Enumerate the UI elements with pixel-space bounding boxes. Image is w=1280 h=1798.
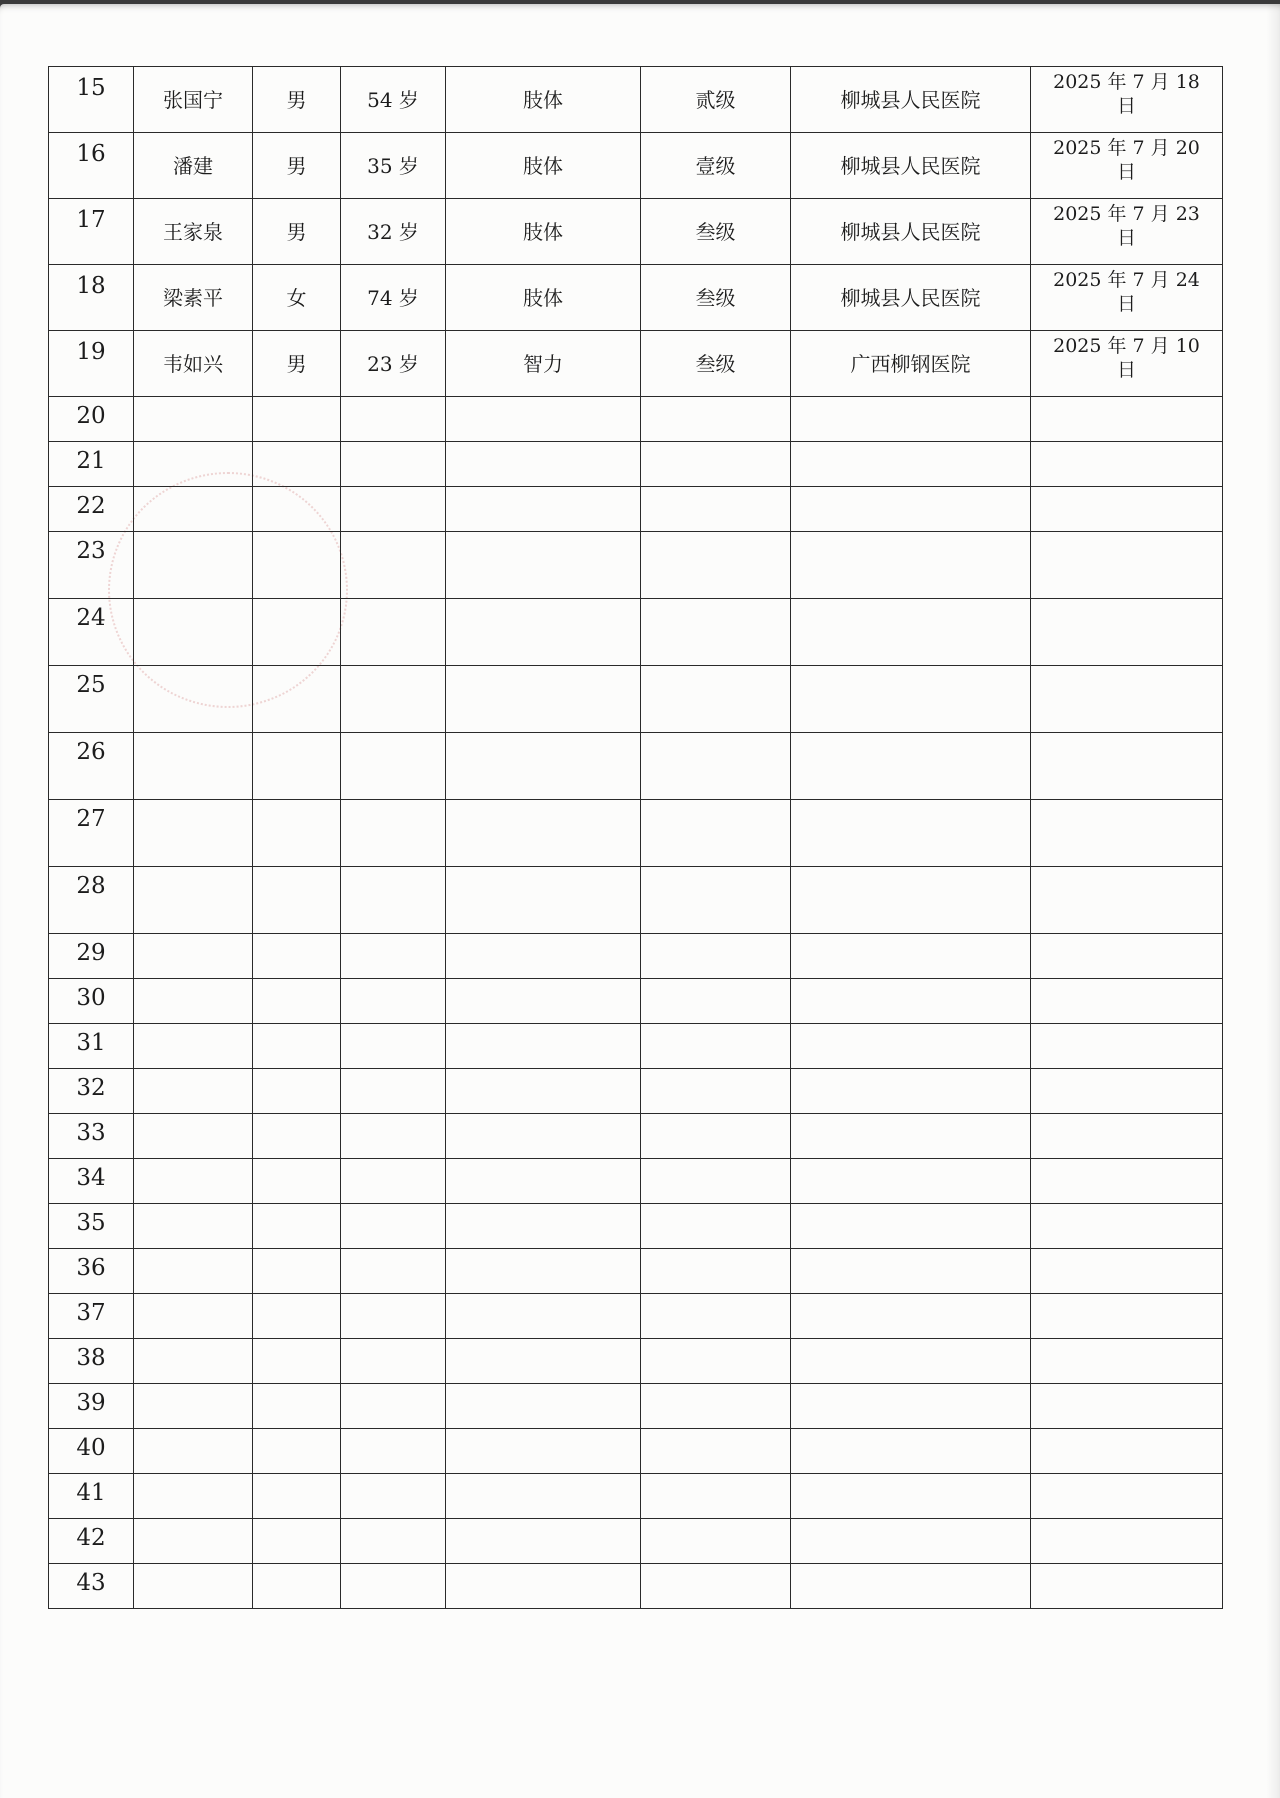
blank-cell bbox=[791, 599, 1031, 666]
blank-cell bbox=[341, 1204, 446, 1249]
empty-table-row bbox=[49, 1384, 1223, 1429]
row-number: 40 bbox=[49, 1429, 134, 1474]
blank-cell bbox=[341, 1564, 446, 1609]
row-number: 41 bbox=[49, 1474, 134, 1519]
row-number: 39 bbox=[49, 1384, 134, 1429]
blank-cell bbox=[341, 532, 446, 599]
blank-cell bbox=[134, 934, 253, 979]
empty-table-row bbox=[49, 442, 1223, 487]
disability-type-cell: 肢体 bbox=[446, 199, 641, 265]
date-line-2: 日 bbox=[1116, 358, 1136, 381]
blank-cell bbox=[641, 487, 791, 532]
blank-cell bbox=[791, 1429, 1031, 1474]
document-page bbox=[0, 4, 1280, 1798]
blank-cell bbox=[641, 532, 791, 599]
name-cell: 梁素平 bbox=[134, 265, 253, 331]
blank-cell bbox=[791, 979, 1031, 1024]
blank-cell bbox=[791, 1204, 1031, 1249]
blank-cell bbox=[134, 1474, 253, 1519]
empty-table-row bbox=[49, 979, 1223, 1024]
empty-table-row bbox=[49, 1294, 1223, 1339]
blank-cell bbox=[253, 1249, 341, 1294]
row-number: 17 bbox=[49, 199, 134, 265]
table-row bbox=[49, 133, 1223, 199]
blank-cell bbox=[791, 1519, 1031, 1564]
blank-cell bbox=[791, 397, 1031, 442]
blank-cell bbox=[641, 1474, 791, 1519]
blank-cell bbox=[253, 1519, 341, 1564]
blank-cell bbox=[341, 442, 446, 487]
empty-table-row bbox=[49, 1249, 1223, 1294]
blank-cell bbox=[641, 1159, 791, 1204]
blank-cell bbox=[446, 1474, 641, 1519]
blank-cell bbox=[134, 979, 253, 1024]
blank-cell bbox=[1031, 1519, 1223, 1564]
name-cell: 张国宁 bbox=[134, 67, 253, 133]
blank-cell bbox=[134, 1384, 253, 1429]
disability-level-cell: 壹级 bbox=[641, 133, 791, 199]
blank-cell bbox=[341, 666, 446, 733]
blank-cell bbox=[1031, 442, 1223, 487]
blank-cell bbox=[253, 666, 341, 733]
blank-cell bbox=[446, 532, 641, 599]
blank-cell bbox=[1031, 1114, 1223, 1159]
row-number: 32 bbox=[49, 1069, 134, 1114]
blank-cell bbox=[791, 1024, 1031, 1069]
blank-cell bbox=[341, 599, 446, 666]
row-number: 15 bbox=[49, 67, 134, 133]
age-cell: 23 岁 bbox=[341, 331, 446, 397]
blank-cell bbox=[791, 1474, 1031, 1519]
date-line-1: 2025 年 7 月 20 bbox=[1053, 137, 1200, 159]
blank-cell bbox=[446, 1114, 641, 1159]
blank-cell bbox=[1031, 532, 1223, 599]
date-cell bbox=[1031, 331, 1223, 397]
blank-cell bbox=[134, 487, 253, 532]
blank-cell bbox=[446, 1294, 641, 1339]
blank-cell bbox=[1031, 1294, 1223, 1339]
row-number: 42 bbox=[49, 1519, 134, 1564]
blank-cell bbox=[1031, 1339, 1223, 1384]
blank-cell bbox=[791, 487, 1031, 532]
blank-cell bbox=[1031, 666, 1223, 733]
blank-cell bbox=[446, 666, 641, 733]
table-row bbox=[49, 199, 1223, 265]
blank-cell bbox=[446, 979, 641, 1024]
empty-table-row bbox=[49, 1339, 1223, 1384]
blank-cell bbox=[253, 800, 341, 867]
disability-type-cell: 肢体 bbox=[446, 265, 641, 331]
blank-cell bbox=[1031, 1249, 1223, 1294]
row-number: 18 bbox=[49, 265, 134, 331]
row-number: 36 bbox=[49, 1249, 134, 1294]
gender-cell: 女 bbox=[253, 265, 341, 331]
blank-cell bbox=[134, 1339, 253, 1384]
blank-cell bbox=[791, 1069, 1031, 1114]
blank-cell bbox=[1031, 1474, 1223, 1519]
empty-table-row bbox=[49, 599, 1223, 666]
page-edge-shadow bbox=[1266, 4, 1280, 1798]
hospital-cell: 广西柳钢医院 bbox=[791, 331, 1031, 397]
row-number: 24 bbox=[49, 599, 134, 666]
blank-cell bbox=[791, 532, 1031, 599]
blank-cell bbox=[134, 532, 253, 599]
blank-cell bbox=[641, 666, 791, 733]
hospital-cell: 柳城县人民医院 bbox=[791, 67, 1031, 133]
name-cell: 王家泉 bbox=[134, 199, 253, 265]
blank-cell bbox=[791, 1339, 1031, 1384]
blank-cell bbox=[341, 1474, 446, 1519]
empty-table-row bbox=[49, 1564, 1223, 1609]
row-number: 38 bbox=[49, 1339, 134, 1384]
blank-cell bbox=[253, 867, 341, 934]
blank-cell bbox=[1031, 733, 1223, 800]
blank-cell bbox=[1031, 800, 1223, 867]
blank-cell bbox=[341, 1249, 446, 1294]
table-row bbox=[49, 265, 1223, 331]
blank-cell bbox=[134, 1429, 253, 1474]
blank-cell bbox=[641, 1294, 791, 1339]
blank-cell bbox=[791, 800, 1031, 867]
name-cell: 潘建 bbox=[134, 133, 253, 199]
blank-cell bbox=[134, 442, 253, 487]
table-row bbox=[49, 67, 1223, 133]
blank-cell bbox=[1031, 1564, 1223, 1609]
empty-table-row bbox=[49, 666, 1223, 733]
blank-cell bbox=[641, 1429, 791, 1474]
blank-cell bbox=[341, 1519, 446, 1564]
blank-cell bbox=[134, 1249, 253, 1294]
blank-cell bbox=[253, 397, 341, 442]
row-number: 30 bbox=[49, 979, 134, 1024]
disability-level-cell: 叁级 bbox=[641, 265, 791, 331]
blank-cell bbox=[1031, 397, 1223, 442]
blank-cell bbox=[641, 1519, 791, 1564]
blank-cell bbox=[641, 1069, 791, 1114]
empty-table-row bbox=[49, 1159, 1223, 1204]
blank-cell bbox=[253, 1069, 341, 1114]
age-cell: 35 岁 bbox=[341, 133, 446, 199]
row-number: 25 bbox=[49, 666, 134, 733]
blank-cell bbox=[341, 800, 446, 867]
registration-table bbox=[48, 66, 1223, 1609]
blank-cell bbox=[341, 1024, 446, 1069]
blank-cell bbox=[253, 1159, 341, 1204]
date-line-1: 2025 年 7 月 10 bbox=[1053, 335, 1200, 357]
blank-cell bbox=[134, 1519, 253, 1564]
blank-cell bbox=[791, 666, 1031, 733]
row-number: 21 bbox=[49, 442, 134, 487]
blank-cell bbox=[134, 599, 253, 666]
blank-cell bbox=[1031, 1024, 1223, 1069]
blank-cell bbox=[791, 733, 1031, 800]
blank-cell bbox=[253, 1114, 341, 1159]
date-cell bbox=[1031, 199, 1223, 265]
blank-cell bbox=[791, 1384, 1031, 1429]
blank-cell bbox=[791, 1564, 1031, 1609]
blank-cell bbox=[641, 733, 791, 800]
blank-cell bbox=[253, 442, 341, 487]
blank-cell bbox=[341, 1429, 446, 1474]
blank-cell bbox=[134, 1114, 253, 1159]
gender-cell: 男 bbox=[253, 199, 341, 265]
blank-cell bbox=[341, 397, 446, 442]
blank-cell bbox=[446, 1069, 641, 1114]
blank-cell bbox=[341, 1159, 446, 1204]
blank-cell bbox=[341, 1069, 446, 1114]
row-number: 34 bbox=[49, 1159, 134, 1204]
row-number: 22 bbox=[49, 487, 134, 532]
blank-cell bbox=[641, 1339, 791, 1384]
blank-cell bbox=[341, 934, 446, 979]
blank-cell bbox=[253, 487, 341, 532]
date-line-2: 日 bbox=[1116, 292, 1136, 315]
blank-cell bbox=[1031, 1069, 1223, 1114]
date-line-1: 2025 年 7 月 24 bbox=[1053, 269, 1200, 291]
blank-cell bbox=[641, 934, 791, 979]
blank-cell bbox=[1031, 934, 1223, 979]
blank-cell bbox=[446, 1519, 641, 1564]
empty-table-row bbox=[49, 800, 1223, 867]
gender-cell: 男 bbox=[253, 133, 341, 199]
blank-cell bbox=[446, 800, 641, 867]
blank-cell bbox=[134, 733, 253, 800]
date-cell bbox=[1031, 67, 1223, 133]
date-line-2: 日 bbox=[1116, 160, 1136, 183]
blank-cell bbox=[641, 800, 791, 867]
blank-cell bbox=[1031, 599, 1223, 666]
row-number: 26 bbox=[49, 733, 134, 800]
blank-cell bbox=[791, 1159, 1031, 1204]
empty-table-row bbox=[49, 487, 1223, 532]
blank-cell bbox=[791, 934, 1031, 979]
disability-level-cell: 叁级 bbox=[641, 331, 791, 397]
row-number: 43 bbox=[49, 1564, 134, 1609]
row-number: 27 bbox=[49, 800, 134, 867]
blank-cell bbox=[253, 1564, 341, 1609]
blank-cell bbox=[134, 666, 253, 733]
row-number: 20 bbox=[49, 397, 134, 442]
date-line-1: 2025 年 7 月 18 bbox=[1053, 71, 1200, 93]
blank-cell bbox=[1031, 1159, 1223, 1204]
blank-cell bbox=[641, 1249, 791, 1294]
blank-cell bbox=[341, 979, 446, 1024]
blank-cell bbox=[446, 934, 641, 979]
hospital-cell: 柳城县人民医院 bbox=[791, 199, 1031, 265]
empty-table-row bbox=[49, 397, 1223, 442]
name-cell: 韦如兴 bbox=[134, 331, 253, 397]
blank-cell bbox=[253, 1429, 341, 1474]
blank-cell bbox=[253, 733, 341, 800]
row-number: 37 bbox=[49, 1294, 134, 1339]
blank-cell bbox=[341, 1339, 446, 1384]
blank-cell bbox=[641, 442, 791, 487]
blank-cell bbox=[134, 1564, 253, 1609]
empty-table-row bbox=[49, 1204, 1223, 1249]
date-cell bbox=[1031, 265, 1223, 331]
blank-cell bbox=[791, 1249, 1031, 1294]
age-cell: 32 岁 bbox=[341, 199, 446, 265]
blank-cell bbox=[253, 979, 341, 1024]
empty-table-row bbox=[49, 1069, 1223, 1114]
row-number: 31 bbox=[49, 1024, 134, 1069]
gender-cell: 男 bbox=[253, 67, 341, 133]
blank-cell bbox=[253, 1339, 341, 1384]
blank-cell bbox=[1031, 979, 1223, 1024]
blank-cell bbox=[641, 1114, 791, 1159]
row-number: 35 bbox=[49, 1204, 134, 1249]
blank-cell bbox=[1031, 1204, 1223, 1249]
blank-cell bbox=[253, 599, 341, 666]
blank-cell bbox=[134, 867, 253, 934]
disability-level-cell: 贰级 bbox=[641, 67, 791, 133]
empty-table-row bbox=[49, 1114, 1223, 1159]
row-number: 16 bbox=[49, 133, 134, 199]
blank-cell bbox=[641, 979, 791, 1024]
empty-table-row bbox=[49, 733, 1223, 800]
blank-cell bbox=[446, 867, 641, 934]
empty-table-row bbox=[49, 1024, 1223, 1069]
blank-cell bbox=[134, 1159, 253, 1204]
blank-cell bbox=[446, 1384, 641, 1429]
row-number: 29 bbox=[49, 934, 134, 979]
date-line-1: 2025 年 7 月 23 bbox=[1053, 203, 1200, 225]
blank-cell bbox=[253, 1474, 341, 1519]
empty-table-row bbox=[49, 532, 1223, 599]
blank-cell bbox=[341, 487, 446, 532]
blank-cell bbox=[253, 1204, 341, 1249]
gender-cell: 男 bbox=[253, 331, 341, 397]
empty-table-row bbox=[49, 1429, 1223, 1474]
disability-type-cell: 肢体 bbox=[446, 67, 641, 133]
disability-type-cell: 智力 bbox=[446, 331, 641, 397]
blank-cell bbox=[341, 1114, 446, 1159]
hospital-cell: 柳城县人民医院 bbox=[791, 133, 1031, 199]
blank-cell bbox=[253, 1294, 341, 1339]
hospital-cell: 柳城县人民医院 bbox=[791, 265, 1031, 331]
blank-cell bbox=[791, 1294, 1031, 1339]
blank-cell bbox=[446, 1564, 641, 1609]
blank-cell bbox=[446, 1024, 641, 1069]
row-number: 28 bbox=[49, 867, 134, 934]
row-number: 33 bbox=[49, 1114, 134, 1159]
blank-cell bbox=[1031, 1384, 1223, 1429]
disability-type-cell: 肢体 bbox=[446, 133, 641, 199]
blank-cell bbox=[134, 800, 253, 867]
blank-cell bbox=[641, 599, 791, 666]
blank-cell bbox=[446, 442, 641, 487]
row-number: 19 bbox=[49, 331, 134, 397]
blank-cell bbox=[446, 487, 641, 532]
blank-cell bbox=[1031, 487, 1223, 532]
blank-cell bbox=[791, 1114, 1031, 1159]
age-cell: 74 岁 bbox=[341, 265, 446, 331]
blank-cell bbox=[641, 1024, 791, 1069]
blank-cell bbox=[341, 733, 446, 800]
blank-cell bbox=[341, 867, 446, 934]
blank-cell bbox=[1031, 867, 1223, 934]
blank-cell bbox=[134, 1069, 253, 1114]
blank-cell bbox=[341, 1294, 446, 1339]
blank-cell bbox=[641, 1384, 791, 1429]
empty-table-row bbox=[49, 1519, 1223, 1564]
blank-cell bbox=[446, 733, 641, 800]
blank-cell bbox=[791, 442, 1031, 487]
age-cell: 54 岁 bbox=[341, 67, 446, 133]
blank-cell bbox=[134, 397, 253, 442]
table-row bbox=[49, 331, 1223, 397]
blank-cell bbox=[1031, 1429, 1223, 1474]
blank-cell bbox=[641, 1204, 791, 1249]
blank-cell bbox=[134, 1204, 253, 1249]
blank-cell bbox=[446, 1159, 641, 1204]
empty-table-row bbox=[49, 1474, 1223, 1519]
blank-cell bbox=[791, 867, 1031, 934]
row-number: 23 bbox=[49, 532, 134, 599]
date-cell bbox=[1031, 133, 1223, 199]
blank-cell bbox=[253, 1024, 341, 1069]
blank-cell bbox=[641, 1564, 791, 1609]
blank-cell bbox=[253, 934, 341, 979]
empty-table-row bbox=[49, 934, 1223, 979]
blank-cell bbox=[641, 867, 791, 934]
date-line-2: 日 bbox=[1116, 226, 1136, 249]
blank-cell bbox=[446, 1249, 641, 1294]
blank-cell bbox=[253, 1384, 341, 1429]
disability-level-cell: 叁级 bbox=[641, 199, 791, 265]
empty-table-row bbox=[49, 867, 1223, 934]
date-line-2: 日 bbox=[1116, 94, 1136, 117]
blank-cell bbox=[446, 1204, 641, 1249]
blank-cell bbox=[446, 1429, 641, 1474]
blank-cell bbox=[446, 397, 641, 442]
blank-cell bbox=[134, 1024, 253, 1069]
blank-cell bbox=[134, 1294, 253, 1339]
blank-cell bbox=[446, 599, 641, 666]
blank-cell bbox=[253, 532, 341, 599]
blank-cell bbox=[446, 1339, 641, 1384]
blank-cell bbox=[341, 1384, 446, 1429]
blank-cell bbox=[641, 397, 791, 442]
